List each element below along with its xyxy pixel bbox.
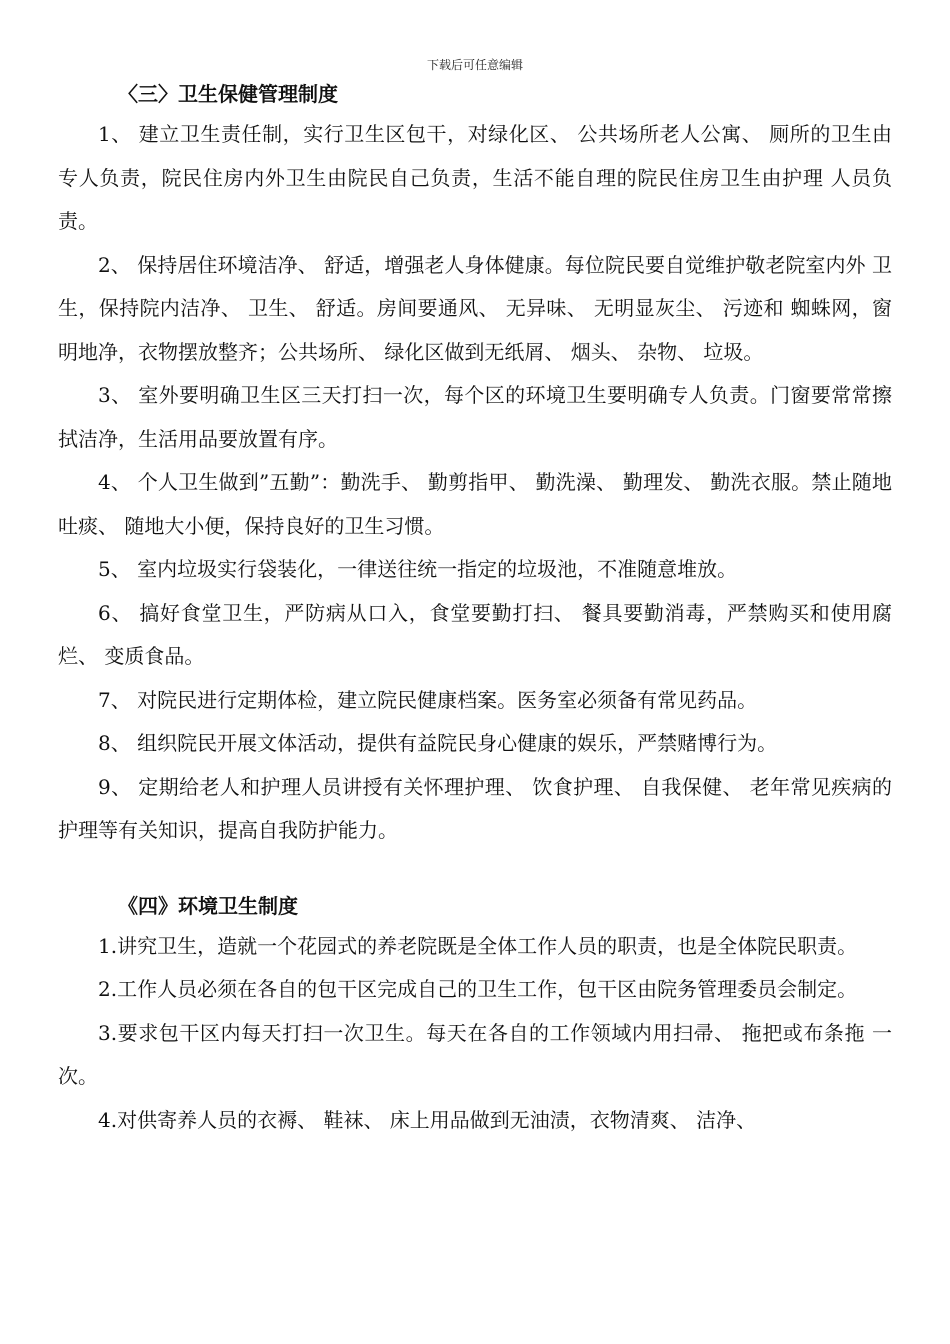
section-3-paragraph-3: 3、 室外要明确卫生区三天打扫一次，每个区的环境卫生要明确专人负责。门窗要常常擦拭洁净，生活用品要放置有序。 [58, 383, 892, 451]
section-3-paragraph-4: 4、 个人卫生做到”五勤”：勤洗手、 勤剪指甲、 勤洗澡、 勤理发、 勤洗衣服。禁止随地吐痰、 随地大小便，保持良好的卫生习惯。 [58, 470, 892, 538]
section-3-paragraph-2: 2、 保持居住环境洁净、 舒适，增强老人身体健康。每位院民要自觉维护敬老院室内外 卫生，保持院内洁净、 卫生、 舒适。房间要通风、 无异味、 无明显灰尘、 污迹和 蜘蛛网，窗明地净，衣物摆放整齐；公共场所、 绿化区做到无纸屑、 烟头、 杂物、 垃圾。 [58, 252, 892, 364]
section-4-paragraph-3: 3.要求包干区内每天打扫一次卫生。每天在各自的工作领域内用扫帚、 拖把或布条拖 一次。 [58, 1020, 892, 1088]
header-note: 下载后可任意编辑 [426, 58, 523, 72]
section-3-paragraph-5: 5、 室内垃圾实行袋装化，一律送往统一指定的垃圾池，不准随意堆放。 [98, 557, 738, 581]
section-4-paragraph-4: 4.对供寄养人员的衣褥、 鞋袜、 床上用品做到无油渍，衣物清爽、 洁净、 [98, 1107, 757, 1132]
section-3-paragraph-8: 8、 组织院民开展文体活动，提供有益院民身心健康的娱乐，严禁赌博行为。 [98, 731, 778, 755]
document-body [58, 74, 892, 1142]
section-3-paragraph-9: 9、 定期给老人和护理人员讲授有关怀理护理、 饮食护理、 自我保健、 老年常见疾病的护理等有关知识，提高自我防护能力。 [58, 774, 892, 842]
section-3-paragraph-1: 1、 建立卫生责任制，实行卫生区包干，对绿化区、 公共场所老人公寓、 厕所的卫生由 专人负责，院民住房内外卫生由院民自己负责，生活不能自理的院民住房卫生由护理 人员负责。 [58, 122, 892, 233]
section-4-title: 《四》环境卫生制度 [118, 893, 298, 918]
section-4-paragraph-1: 1.讲究卫生，造就一个花园式的养老院既是全体工作人员的职责，也是全体院民职责。 [98, 933, 858, 958]
section-3-title: 〈三〉卫生保健管理制度 [118, 82, 338, 106]
section-4-paragraph-2: 2.工作人员必须在各自的包干区完成自己的卫生工作，包干区由院务管理委员会制定。 [98, 977, 858, 1001]
section-3-paragraph-7: 7、 对院民进行定期体检，建立院民健康档案。医务室必须备有常见药品。 [98, 687, 758, 712]
section-3-paragraph-6: 6、 搞好食堂卫生，严防病从口入，食堂要勤打扫、 餐具要勤消毒，严禁购买和使用腐 烂、 变质食品。 [58, 600, 892, 668]
